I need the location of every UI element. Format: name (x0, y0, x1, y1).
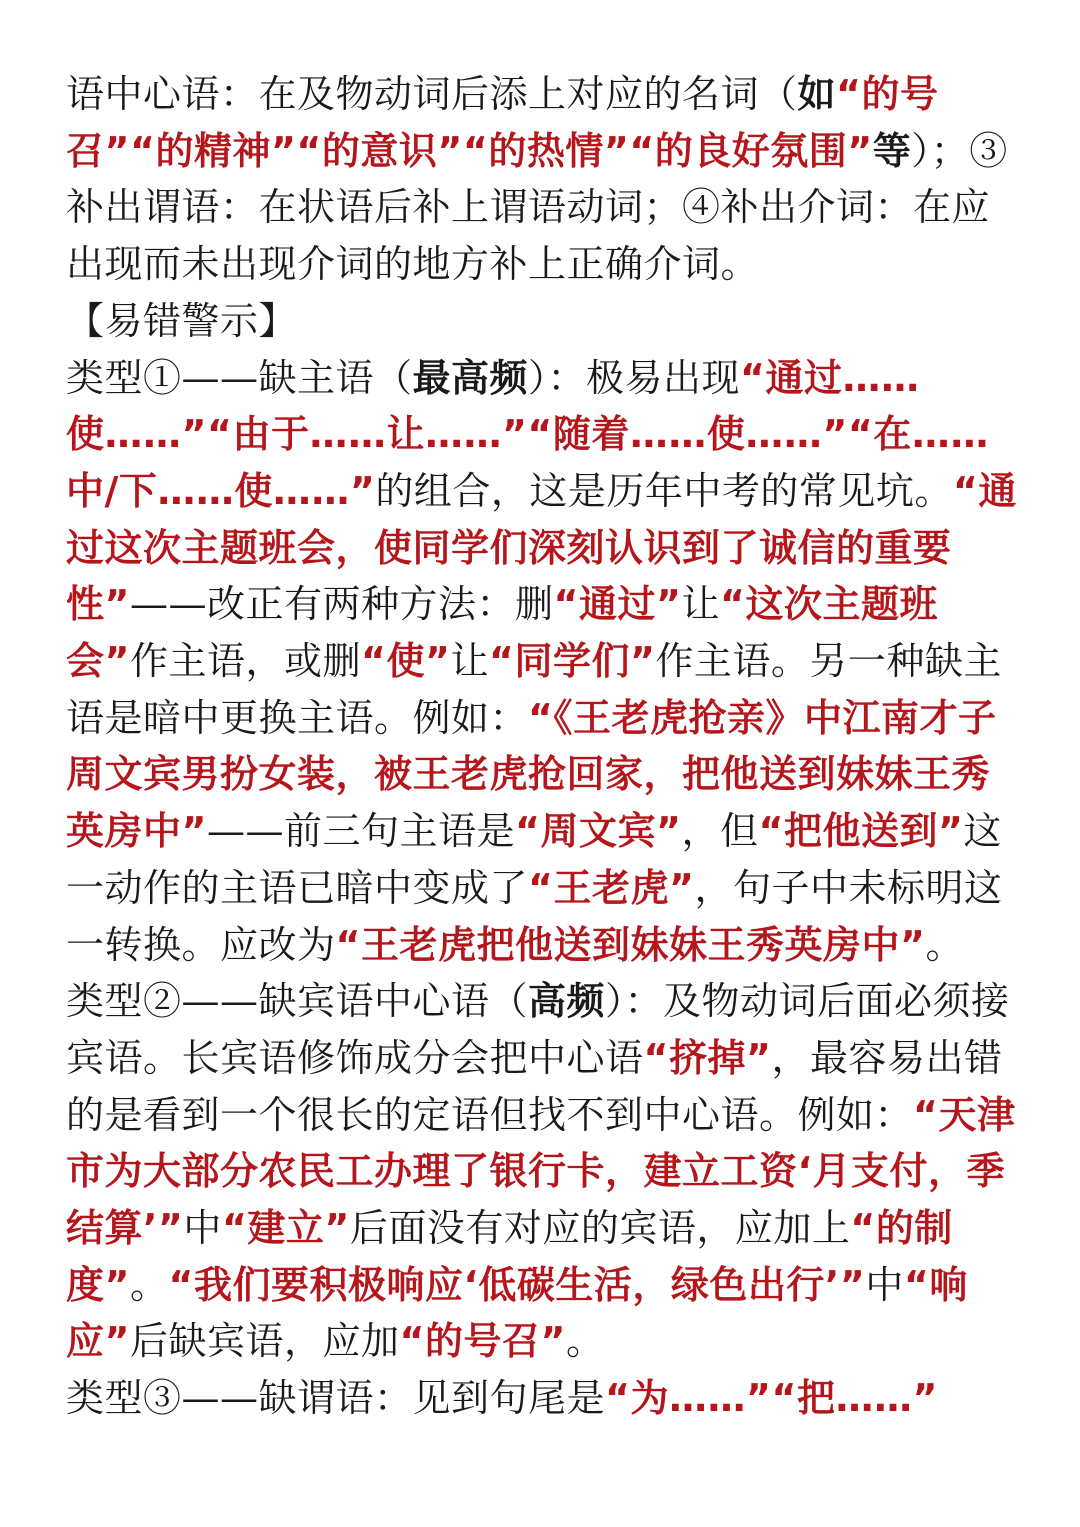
highlighted-example: “建立” (221, 1206, 350, 1251)
body-text: 。 (565, 1319, 605, 1364)
highlighted-example: “通过这次主题班会，使同学们深刻认识到了诚信的重要性” (66, 468, 1017, 627)
body-text: ，但 (681, 809, 759, 854)
body-text: 这一动作的主语已暗中变成了 (66, 809, 1002, 910)
body-text: ）：及物动词后面必须接宾语。长宾语修饰成分会把中心语 (66, 979, 1010, 1080)
body-text: 【易错警示】 (66, 298, 298, 343)
highlighted-example: “响应” (66, 1262, 968, 1364)
body-text: ，最容易出错的是看到一个很长的定语但找不到中心语。例如： (66, 1035, 1003, 1137)
body-text: ——前三句主语是 (206, 809, 515, 854)
highlighted-example: “《王老虎抢亲》中江南才子周文宾男扮女装，被王老虎抢回家，把他送到妹妹王秀英房中” (66, 695, 997, 854)
paragraph (66, 66, 1026, 293)
bold-emphasis: 等 (872, 128, 912, 173)
paragraph (66, 973, 1026, 1370)
body-text: 的组合，这是历年中考的常见坑。 (375, 468, 953, 513)
highlighted-example: “的号召” (399, 1319, 566, 1364)
highlighted-example: “我们要积极响应‘低碳生活，绿色出行’” (168, 1262, 866, 1307)
highlighted-example: “使” (361, 639, 451, 684)
body-text: 让 (681, 582, 720, 627)
body-text: ）；③补出谓语：在状语后补上谓语动词；④补出介词：在应出现而未出现介词的地方补上正确介词。 (66, 128, 1008, 287)
highlighted-example: “的号召”“的精神”“的意识”“的热情”“的良好氛围” (66, 72, 939, 173)
body-text: ，句子中未标明这一转换。应改为 (66, 865, 1003, 967)
highlighted-example: “把他送到” (758, 809, 964, 854)
body-text: 。 (129, 1262, 169, 1307)
body-text: 语中心语：在及物动词后添上对应的名词（ (66, 72, 798, 116)
body-text: ）：极易出现 (528, 355, 741, 400)
highlighted-example: “通过……使……”“由于……让……”“随着……使……”“在……中/下……使……” (66, 355, 989, 513)
body-text: 类型②——缺宾语中心语（ (66, 979, 529, 1024)
paragraph (66, 1370, 1026, 1427)
document-body (66, 66, 1026, 1427)
paragraph (66, 350, 1026, 974)
highlighted-example: “周文宾” (515, 809, 682, 854)
bold-emphasis: 如 (797, 72, 837, 116)
body-text: 后缺宾语，应加 (129, 1319, 400, 1364)
body-text: 让 (450, 639, 489, 684)
body-text: ——改正有两种方法：删 (129, 582, 554, 627)
body-text: 作主语。另一种缺主语是暗中更换主语。例如： (66, 639, 1002, 740)
highlighted-example: “通过” (553, 582, 682, 627)
highlighted-example: “的制度” (66, 1206, 953, 1307)
body-text: 作主语，或删 (129, 639, 361, 684)
bold-emphasis: 最高频 (412, 355, 529, 400)
bold-emphasis: 高频 (528, 979, 606, 1024)
body-text: 中 (183, 1206, 222, 1251)
highlighted-example: “为……”“把……” (605, 1376, 938, 1421)
body-text: 类型③——缺谓语：见到句尾是 (66, 1376, 606, 1421)
highlighted-example: “同学们” (488, 639, 656, 684)
body-text: 。 (925, 922, 964, 967)
highlighted-example: “王老虎把他送到妹妹王秀英房中” (335, 922, 926, 967)
highlighted-example: “挤掉” (643, 1035, 772, 1080)
highlighted-example: “王老虎” (528, 865, 695, 910)
body-text: 后面没有对应的宾语，应加上 (349, 1206, 851, 1251)
body-text: 中 (865, 1262, 904, 1307)
highlighted-example: “天津市为大部分农民工办理了银行卡，建立工资‘月支付，季结算’” (66, 1092, 1016, 1251)
body-text: 类型①——缺主语（ (66, 355, 413, 400)
paragraph (66, 293, 1026, 350)
highlighted-example: “这次主题班会” (66, 582, 938, 684)
